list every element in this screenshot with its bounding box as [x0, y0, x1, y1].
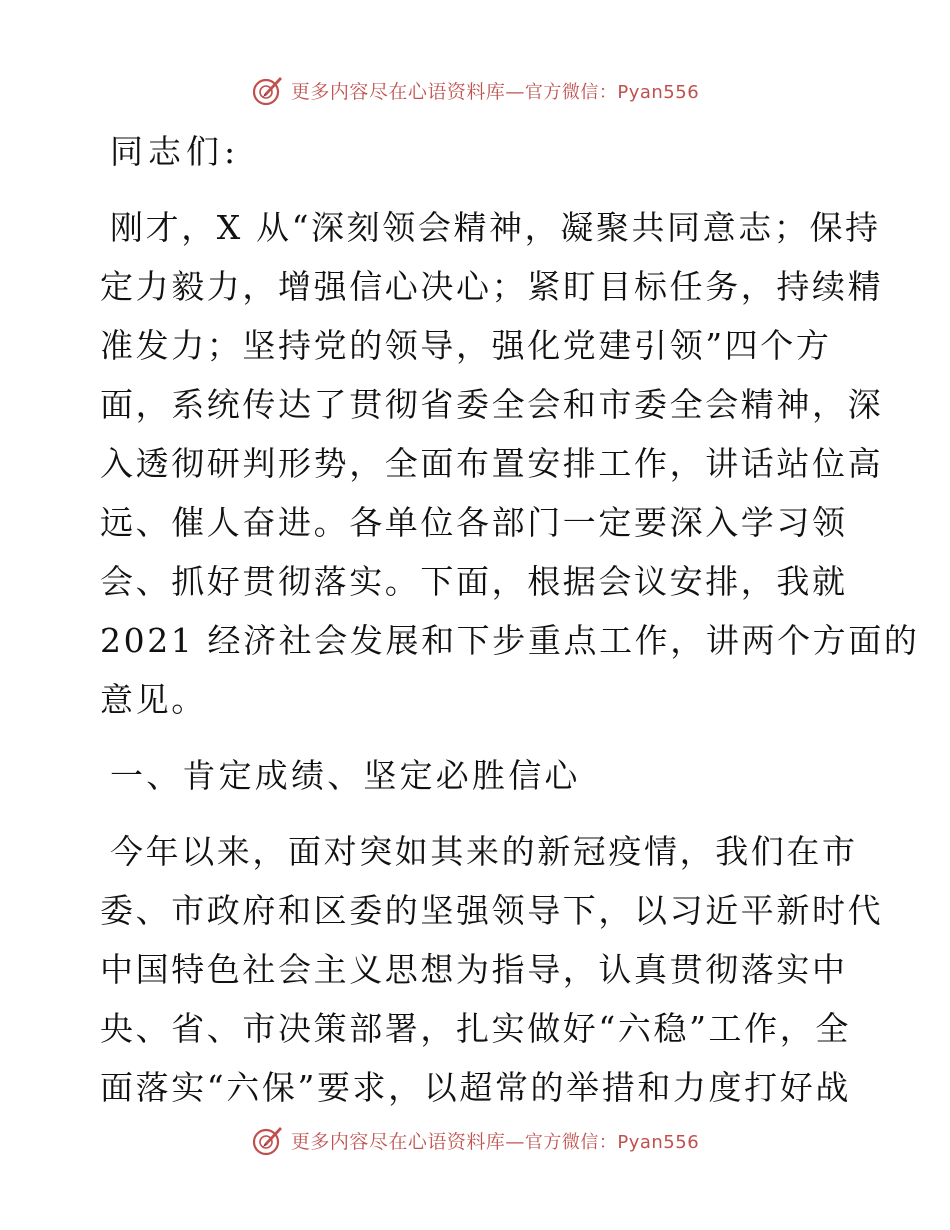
watermark-text: 更多内容尽在心语资料库—官方微信：Pyan556	[290, 80, 700, 103]
greeting: 同志们:	[110, 132, 241, 171]
document-body	[100, 122, 920, 1117]
paragraph-line: 今年以来，面对突如其来的新冠疫情，我们在市	[110, 832, 858, 871]
paragraph-line: 委、市政府和区委的坚强领导下，以习近平新时代	[100, 891, 884, 930]
paragraph-line: 入透彻研判形势，全面布置安排工作，讲话站位高	[100, 444, 884, 483]
paragraph-achievements	[100, 822, 884, 1117]
paragraph-line: 刚才，X 从“深刻领会精神，凝聚共同意志；保持	[110, 208, 881, 247]
quill-logo-icon	[251, 73, 285, 107]
paragraph-line: 中国特色社会主义思想为指导，认真贯彻落实中	[100, 950, 848, 989]
paragraph-line: 意见。	[100, 680, 207, 719]
paragraph-intro	[100, 198, 920, 729]
paragraph-line: 2021 经济社会发展和下步重点工作，讲两个方面的	[100, 621, 920, 660]
section-heading: 一、肯定成绩、坚定必胜信心	[110, 756, 581, 795]
paragraph-line: 面，系统传达了贯彻省委全会和市委全会精神，深	[100, 385, 884, 424]
paragraph-line: 会、抓好贯彻落实。下面，根据会议安排，我就	[100, 562, 848, 601]
paragraph-line: 央、省、市决策部署，扎实做好“六稳”工作，全	[100, 1009, 851, 1048]
paragraph-line: 远、催人奋进。各单位各部门一定要深入学习领	[100, 503, 848, 542]
quill-logo-icon	[251, 1123, 285, 1157]
paragraph-line: 面落实“六保”要求，以超常的举措和力度打好战	[100, 1068, 851, 1107]
paragraph-line: 定力毅力，增强信心决心；紧盯目标任务，持续精	[100, 267, 884, 306]
paragraph-line: 准发力；坚持党的领导，强化党建引领”四个方	[100, 326, 832, 365]
watermark-header	[0, 70, 950, 110]
watermark-text: 更多内容尽在心语资料库—官方微信：Pyan556	[290, 1130, 700, 1153]
watermark-footer	[0, 1120, 950, 1160]
